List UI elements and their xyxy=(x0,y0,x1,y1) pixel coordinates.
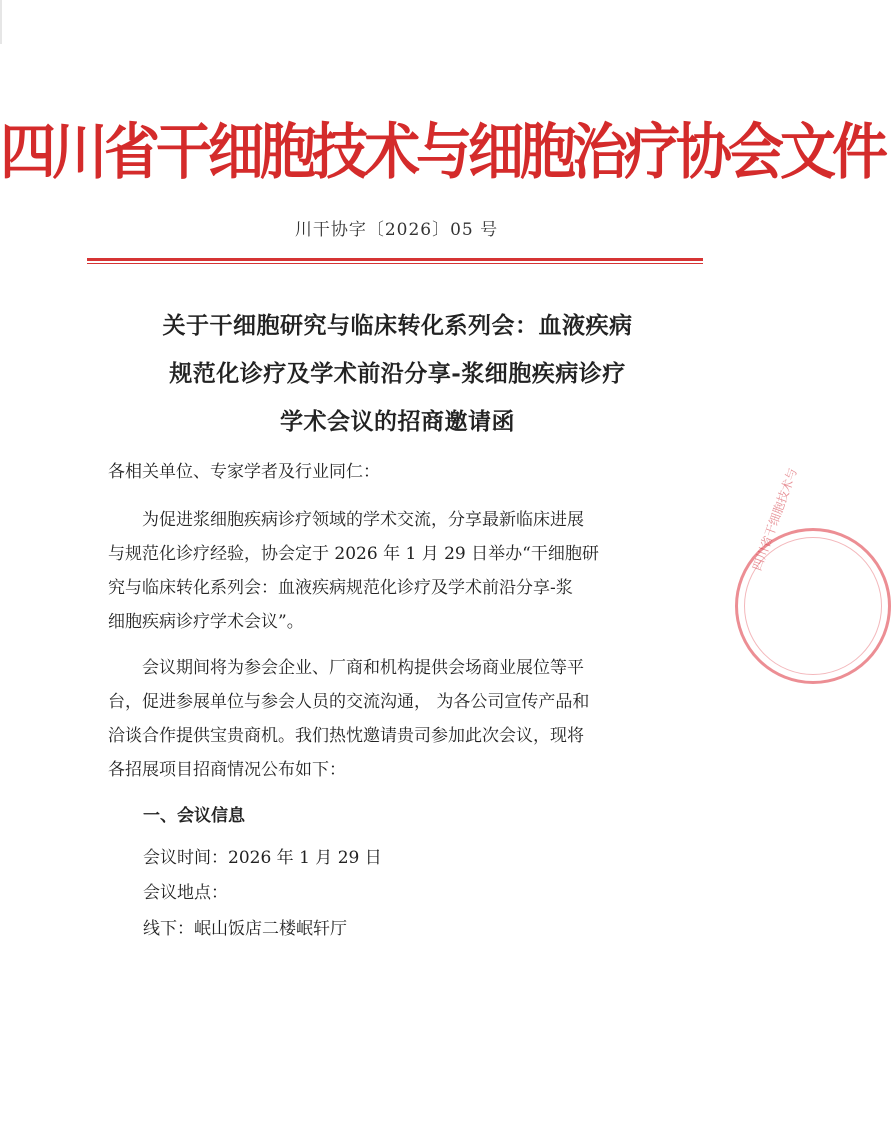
paragraph-line: 各招展项目招商情况公布如下： xyxy=(108,760,346,780)
meeting-location-offline: 线下：岷山饭店二楼岷轩厅 xyxy=(143,919,347,939)
paragraph-line: 究与临床转化系列会：血液疾病规范化诊疗及学术前沿分享-浆 xyxy=(108,578,573,598)
scan-edge-mark xyxy=(0,0,2,44)
meeting-location-label: 会议地点： xyxy=(143,883,228,903)
paragraph-line: 会议期间将为参会企业、厂商和机构提供会场商业展位等平 xyxy=(108,658,584,678)
paragraph-line: 洽谈合作提供宝贵商机。我们热忱邀请贵司参加此次会议，现将 xyxy=(108,726,584,746)
title-line: 关于干细胞研究与临床转化系列会：血液疾病 xyxy=(162,312,633,339)
title-line: 规范化诊疗及学术前沿分享-浆细胞疾病诊疗 xyxy=(169,360,626,387)
header-rule-thick xyxy=(87,258,703,261)
paragraph-line: 与规范化诊疗经验，协会定于 2026 年 1 月 29 日举办“干细胞研 xyxy=(108,544,599,564)
paragraph-line: 细胞疾病诊疗学术会议”。 xyxy=(108,612,304,632)
document-title xyxy=(95,302,700,446)
paragraph-exhibition xyxy=(108,651,700,787)
document-number: 川干协字〔2026〕05 号 xyxy=(294,220,499,240)
title-line: 学术会议的招商邀请函 xyxy=(280,408,515,435)
section-heading-meeting-info: 一、会议信息 xyxy=(143,806,245,826)
paragraph-intro xyxy=(108,503,700,639)
salutation: 各相关单位、专家学者及行业同仁： xyxy=(108,462,380,482)
org-header-title: 四川省干细胞技术与细胞治疗协会文件 xyxy=(0,116,884,188)
header-rule-thin xyxy=(87,263,703,264)
meeting-time: 会议时间：2026 年 1 月 29 日 xyxy=(143,848,382,868)
seal-text: 四川省干细胞技术与 xyxy=(749,466,800,573)
paragraph-line: 为促进浆细胞疾病诊疗领域的学术交流，分享最新临床进展 xyxy=(108,510,584,530)
official-seal-stamp xyxy=(735,466,891,684)
paragraph-line: 台，促进参展单位与参会人员的交流沟通， 为各公司宣传产品和 xyxy=(108,692,590,712)
